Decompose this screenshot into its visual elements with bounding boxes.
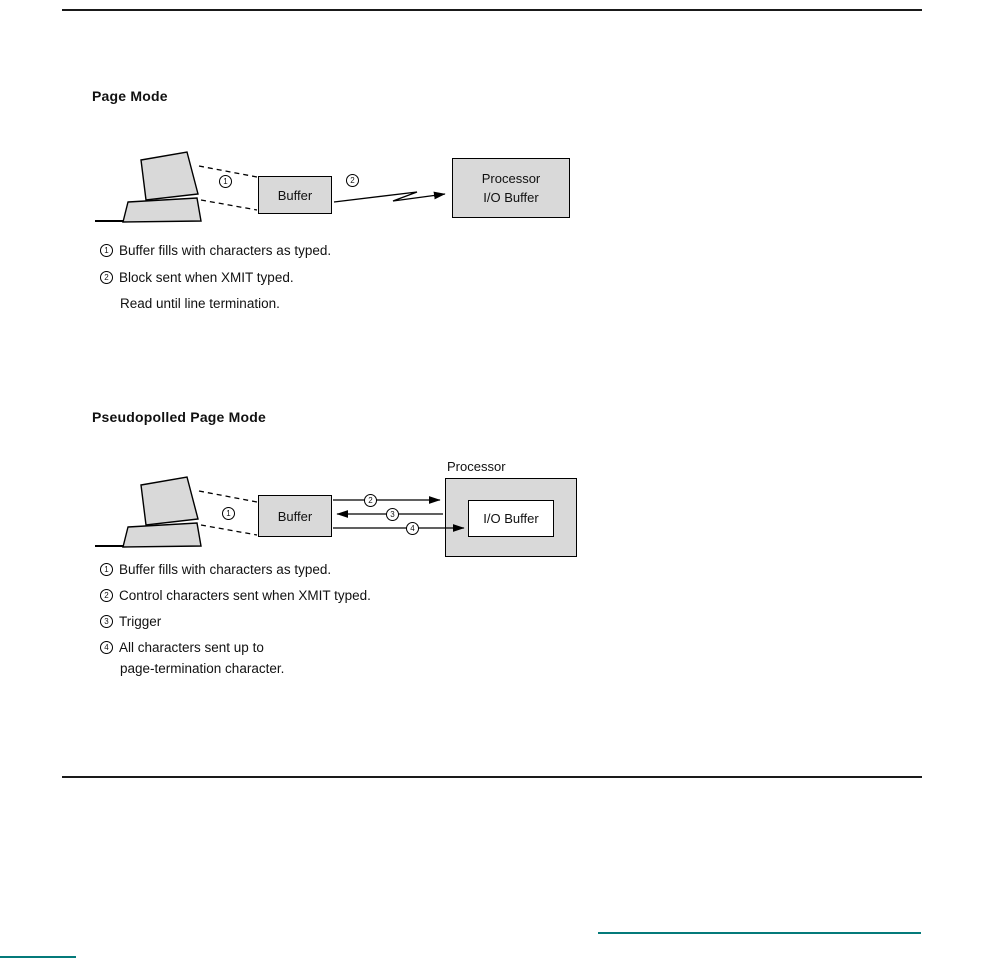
note-number-badge: 1 bbox=[100, 563, 113, 576]
callout-4-badge: 4 bbox=[406, 522, 419, 535]
bottom-rule bbox=[62, 776, 922, 778]
note-text: Block sent when XMIT typed. bbox=[119, 270, 294, 285]
note-number-badge: 3 bbox=[100, 615, 113, 628]
processor-outer-label: Processor bbox=[447, 459, 506, 474]
note-item bbox=[100, 614, 161, 629]
dashed-link-bottom bbox=[201, 200, 257, 210]
pseudopolled-notes bbox=[100, 562, 540, 692]
buffer-box: Buffer bbox=[258, 176, 332, 214]
terminal-icon bbox=[95, 477, 201, 547]
note-text: Control characters sent when XMIT typed. bbox=[119, 588, 371, 603]
buffer-box: Buffer bbox=[258, 495, 332, 537]
io-buffer-inner-box: I/O Buffer bbox=[468, 500, 554, 537]
note-number-badge: 4 bbox=[100, 641, 113, 654]
callout-1-badge: 1 bbox=[219, 175, 232, 188]
page-number-link-underline[interactable] bbox=[0, 956, 76, 958]
processor-box-line1: Processor bbox=[481, 170, 541, 186]
note-text: Buffer fills with characters as typed. bbox=[119, 562, 332, 577]
note-item bbox=[100, 270, 294, 285]
note-item bbox=[100, 640, 264, 655]
dashed-link-top bbox=[199, 491, 257, 502]
dashed-link-bottom bbox=[201, 525, 257, 535]
terminal-icon bbox=[95, 152, 201, 222]
note-item bbox=[100, 562, 331, 577]
zigzag-transmit-arrow bbox=[334, 192, 445, 202]
processor-box-line2: I/O Buffer bbox=[483, 190, 539, 205]
callout-3-badge: 3 bbox=[386, 508, 399, 521]
note-number-badge: 2 bbox=[100, 271, 113, 284]
pseudopolled-diagram bbox=[95, 455, 585, 563]
note-continuation-text: page-termination character. bbox=[120, 661, 285, 676]
note-text: All characters sent up to bbox=[119, 640, 264, 655]
note-continuation-text: Read until line termination. bbox=[120, 296, 280, 311]
processor-io-buffer-box bbox=[452, 158, 570, 218]
note-number-badge: 2 bbox=[100, 589, 113, 602]
page-mode-diagram bbox=[95, 148, 575, 233]
footer-link-underline[interactable] bbox=[598, 932, 921, 934]
note-item bbox=[100, 588, 371, 603]
callout-2-badge: 2 bbox=[364, 494, 377, 507]
page-mode-heading: Page Mode bbox=[92, 88, 168, 104]
top-rule bbox=[62, 9, 922, 11]
note-number-badge: 1 bbox=[100, 244, 113, 257]
note-text: Buffer fills with characters as typed. bbox=[119, 243, 332, 258]
pseudopolled-heading: Pseudopolled Page Mode bbox=[92, 409, 266, 425]
callout-1-badge: 1 bbox=[222, 507, 235, 520]
callout-2-badge: 2 bbox=[346, 174, 359, 187]
page-mode-notes bbox=[100, 243, 520, 323]
note-text: Trigger bbox=[119, 614, 162, 629]
note-item bbox=[100, 243, 331, 258]
